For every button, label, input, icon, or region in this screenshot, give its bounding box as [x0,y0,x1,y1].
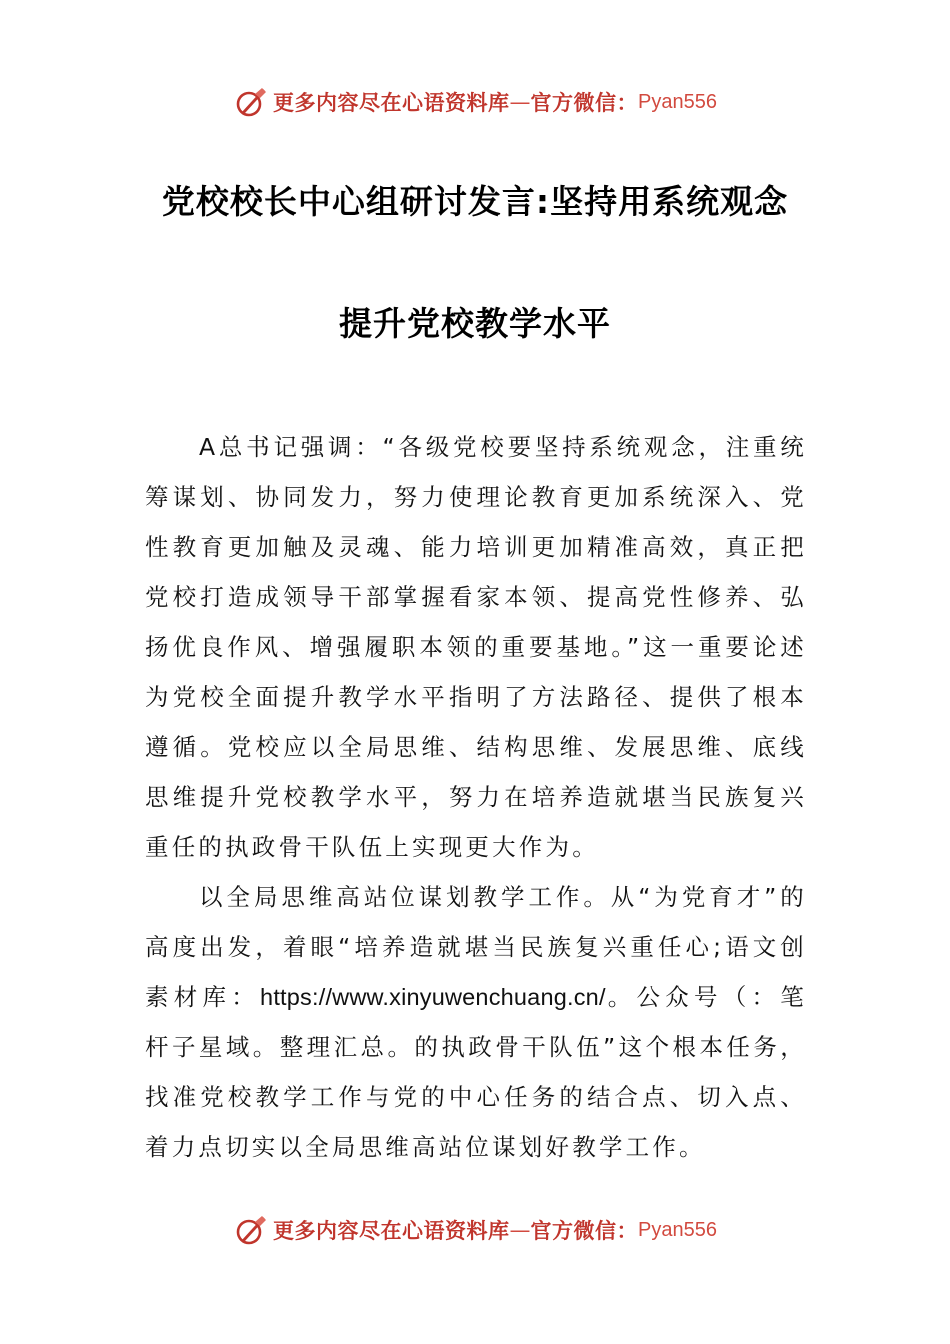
document-body [145,422,807,1172]
banner-text: 更多内容尽在心语资料库 [273,90,510,115]
paragraph-1: A总书记强调：“各级党校要坚持系统观念，注重统筹谋划、协同发力，努力使理论教育更加系统深入、党性教育更加触及灵魂、能力培训更加精准高效，真正把党校打造成领导干部掌握看家本领、提高党性修养、弘扬优良作风、增强履职本领的重要基地。”这一重要论述为党校全面提升教学水平指明了方法路径、提供了根本遵循。党校应以全局思维、结构思维、发展思维、底线思维提升党校教学水平，努力在培养造就堪当民族复兴重任的执政骨干队伍上实现更大作为。 [145,433,807,861]
footer-banner-text: 更多内容尽在心语资料库 [273,1218,510,1243]
footer-banner-wechat-id: Pyan556 [638,1218,717,1241]
footer-banner-wechat-label: 官方微信： [530,1218,639,1243]
paragraph-2-part-1: 以全局思维高站位谋划教学工作。从“为党育才”的高度出发，着眼“培养造就堪当民族复兴重任心;语文创素材库： [145,883,807,1011]
source-url-link[interactable]: https://www.xinyuwenchuang.cn/ [260,984,606,1010]
quill-pen-circle-icon [233,84,269,120]
banner-separator: — [509,90,531,114]
paragraph-2 [145,872,807,1172]
quill-pen-circle-icon [233,1212,269,1248]
paragraph-2-part-2: 。公众号（：笔杆子星域。整理汇总。的执政骨干队伍”这个根本任务，找准党校教学工作与党的中心任务的结合点、切入点、着力点切实以全局思维高站位谋划好教学工作。 [145,983,807,1161]
page-title-line-2: 提升党校教学水平 [339,304,611,343]
header-banner [0,80,950,124]
footer-banner-separator: — [509,1218,531,1242]
page-title-line-1: 党校校长中心组研讨发言:坚持用系统观念 [161,182,789,221]
banner-wechat-label: 官方微信： [530,90,639,115]
banner-wechat-id: Pyan556 [638,90,717,113]
footer-banner [0,1208,950,1252]
